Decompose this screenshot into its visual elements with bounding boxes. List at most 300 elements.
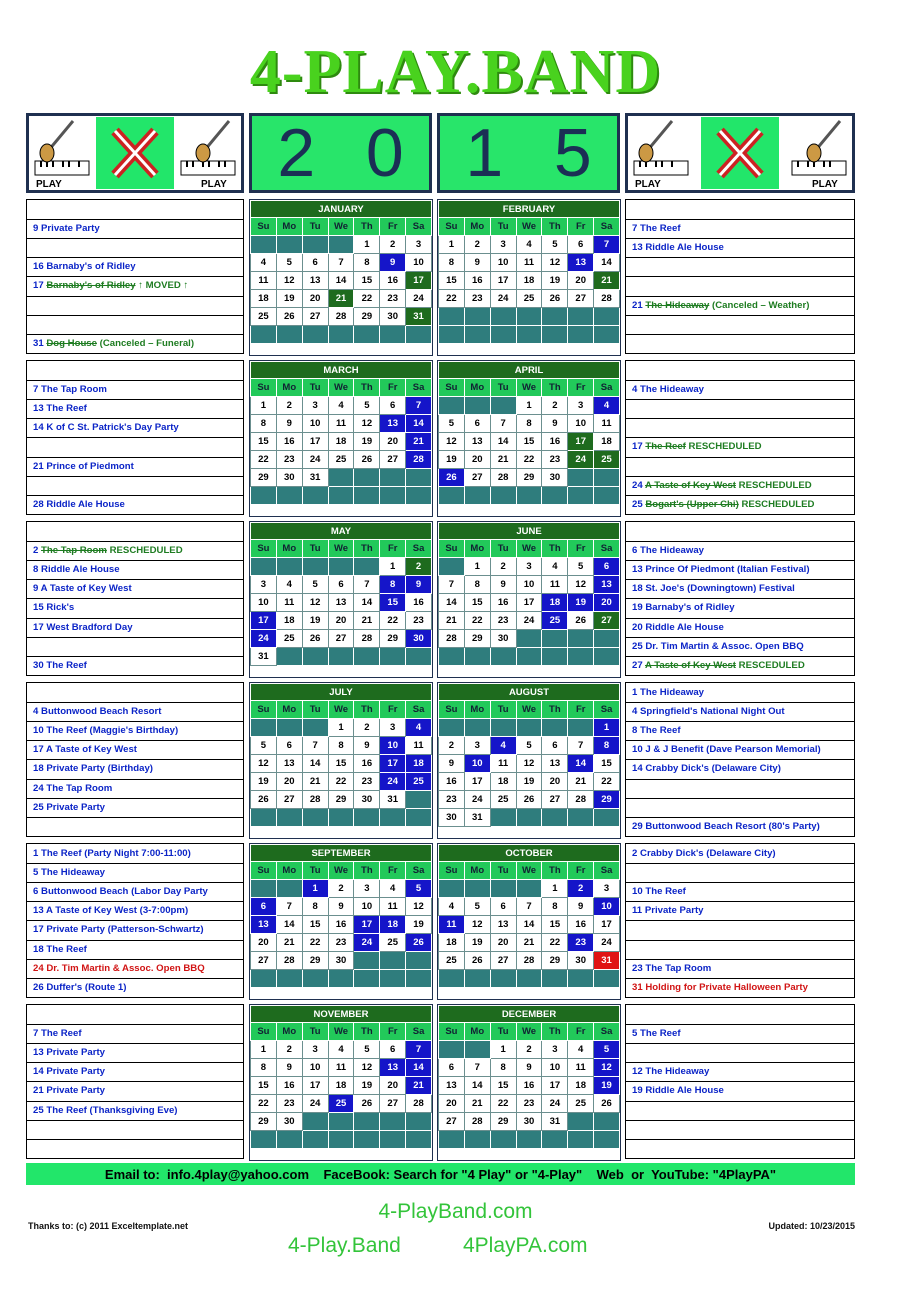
day-cell: 22 — [594, 773, 620, 791]
empty-day-cell — [328, 326, 354, 344]
gig-venue: The Reef — [46, 659, 87, 671]
day-cell: 23 — [276, 1095, 302, 1113]
empty-day-cell — [354, 809, 380, 827]
empty-day-cell — [568, 970, 594, 988]
gig-venue: A Taste of Key West — [45, 744, 137, 756]
right-gig-list — [625, 843, 855, 998]
gig-day-cell: 19 — [594, 1077, 620, 1095]
day-cell: 26 — [594, 1095, 620, 1113]
gig-day: 24 — [33, 782, 47, 794]
year-digit: 2 — [277, 115, 316, 191]
week-row — [439, 1095, 620, 1113]
gig-day: 23 — [632, 962, 646, 974]
row-divider — [27, 901, 243, 902]
empty-day-cell — [302, 719, 328, 737]
day-cell: 9 — [276, 1059, 302, 1077]
gig-venue: The Hideaway — [645, 1066, 710, 1078]
day-cell: 22 — [380, 612, 406, 630]
gig-day-cell: 17 — [380, 755, 406, 773]
gig-entry — [33, 1028, 241, 1040]
day-cell: 18 — [439, 934, 465, 952]
weekday-label: Su — [251, 862, 277, 880]
row-divider — [27, 817, 243, 818]
day-cell: 23 — [380, 290, 406, 308]
row-divider — [27, 437, 243, 438]
day-cell: 13 — [328, 594, 354, 612]
gig-venue: Riddle Ale House — [645, 1085, 724, 1097]
day-cell: 4 — [328, 1041, 354, 1059]
row-divider — [626, 495, 854, 496]
weekday-label: We — [328, 701, 354, 719]
empty-day-cell — [276, 326, 302, 344]
empty-day-cell — [568, 719, 594, 737]
gig-day-cell: 14 — [568, 755, 594, 773]
gig-day-cell: 17 — [568, 433, 594, 451]
day-cell: 13 — [542, 755, 568, 773]
day-cell: 16 — [439, 773, 465, 791]
gig-day: 12 — [632, 1066, 646, 1078]
empty-day-cell — [594, 1131, 620, 1149]
empty-day-cell — [251, 558, 277, 576]
month-table — [438, 200, 620, 344]
guitar-icon — [33, 117, 91, 189]
weekday-header-row — [439, 701, 620, 719]
gig-status-note: ↑ MOVED ↑ — [135, 280, 189, 292]
row-divider — [27, 457, 243, 458]
day-cell: 18 — [594, 433, 620, 451]
row-divider — [27, 618, 243, 619]
empty-day-cell — [406, 648, 432, 666]
week-row — [439, 397, 620, 415]
gig-entry — [33, 338, 241, 350]
row-divider — [27, 882, 243, 883]
weekday-header-row — [439, 540, 620, 558]
weekday-label: Su — [439, 701, 465, 719]
row-divider — [626, 457, 854, 458]
weekday-label: Fr — [568, 218, 594, 236]
gig-status-note: RESCHEDULED — [738, 498, 815, 510]
week-row — [251, 236, 432, 254]
row-divider — [626, 1101, 854, 1102]
month-table — [250, 844, 432, 988]
row-divider — [626, 740, 854, 741]
day-cell: 21 — [516, 934, 542, 952]
empty-day-cell — [439, 558, 465, 576]
gig-venue: Private Party — [46, 1047, 106, 1059]
empty-day-cell — [302, 809, 328, 827]
row-divider — [626, 579, 854, 580]
day-cell: 23 — [464, 290, 490, 308]
empty-day-cell — [406, 809, 432, 827]
month-table — [250, 361, 432, 505]
weekday-label: Su — [251, 1023, 277, 1041]
gig-entry — [33, 706, 241, 718]
gig-day: 27 — [632, 659, 645, 671]
month-table — [438, 361, 620, 505]
empty-day-cell — [354, 558, 380, 576]
gig-day-cell: 24 — [380, 773, 406, 791]
gig-entry — [632, 821, 852, 833]
empty-day-cell — [276, 558, 302, 576]
empty-day-cell — [302, 648, 328, 666]
weekday-label: Tu — [302, 379, 328, 397]
day-cell: 11 — [380, 898, 406, 916]
week-row — [439, 880, 620, 898]
gig-day-cell: 11 — [439, 916, 465, 934]
gig-venue: Riddle Ale House — [645, 242, 724, 254]
weekday-header-row — [251, 540, 432, 558]
gig-day-cell: 25 — [406, 773, 432, 791]
week-row — [251, 773, 432, 791]
week-row — [439, 916, 620, 934]
day-cell: 26 — [354, 451, 380, 469]
day-cell: 17 — [490, 272, 516, 290]
day-cell: 5 — [251, 737, 277, 755]
day-cell: 22 — [328, 773, 354, 791]
day-cell: 4 — [276, 576, 302, 594]
row-divider — [626, 560, 854, 561]
day-cell: 10 — [490, 254, 516, 272]
empty-day-cell — [328, 469, 354, 487]
weekday-label: Sa — [594, 540, 620, 558]
month-name: MAY — [251, 523, 432, 540]
gig-entry — [33, 1047, 241, 1059]
week-row — [251, 594, 432, 612]
day-cell: 15 — [594, 755, 620, 773]
weekday-label: Fr — [568, 701, 594, 719]
day-cell: 30 — [439, 809, 465, 827]
week-row — [251, 487, 432, 505]
gig-day: 17 — [33, 924, 47, 936]
weekday-label: Su — [439, 540, 465, 558]
gig-day-cell: 25 — [328, 1095, 354, 1113]
empty-day-cell — [251, 719, 277, 737]
gig-day: 7 — [632, 223, 641, 235]
row-divider — [27, 637, 243, 638]
day-cell: 19 — [406, 916, 432, 934]
gig-day-cell: 30 — [406, 630, 432, 648]
day-cell: 10 — [302, 1059, 328, 1077]
weekday-header-row — [251, 379, 432, 397]
day-cell: 29 — [251, 1113, 277, 1131]
day-cell: 10 — [406, 254, 432, 272]
weekday-header-row — [251, 1023, 432, 1041]
empty-day-cell — [276, 236, 302, 254]
day-cell: 3 — [302, 397, 328, 415]
day-cell: 18 — [490, 773, 516, 791]
empty-day-cell — [464, 308, 490, 326]
day-cell: 31 — [380, 791, 406, 809]
row-divider — [626, 817, 854, 818]
day-cell: 8 — [328, 737, 354, 755]
day-cell: 28 — [302, 791, 328, 809]
day-cell: 14 — [464, 1077, 490, 1095]
website-link[interactable]: 4-PlayBand.com — [378, 1200, 533, 1223]
weekday-label: We — [516, 218, 542, 236]
gig-day: 30 — [33, 659, 47, 671]
gig-day: 14 — [33, 422, 47, 434]
gig-venue: Private Party — [46, 801, 106, 813]
empty-day-cell — [464, 970, 490, 988]
row-divider — [626, 238, 854, 239]
week-row — [439, 934, 620, 952]
row-divider — [626, 219, 854, 220]
day-cell: 5 — [354, 397, 380, 415]
gig-venue-cancelled: A Taste of Key West — [644, 479, 736, 491]
row-divider — [27, 702, 243, 703]
day-cell: 3 — [302, 1041, 328, 1059]
gig-day-cell: 25 — [542, 612, 568, 630]
day-cell: 15 — [439, 272, 465, 290]
month-name: JUNE — [439, 523, 620, 540]
empty-day-cell — [439, 880, 465, 898]
empty-day-cell — [328, 236, 354, 254]
gig-venue: The Tap Room — [41, 384, 107, 396]
day-cell: 26 — [568, 612, 594, 630]
guitar-icon — [179, 117, 237, 189]
gig-day: 31 — [33, 337, 47, 349]
row-divider — [626, 863, 854, 864]
day-cell: 19 — [251, 773, 277, 791]
weekday-label: Th — [354, 1023, 380, 1041]
day-cell: 29 — [328, 791, 354, 809]
gig-day-cell: 10 — [380, 737, 406, 755]
gig-venue: The Reef — [645, 886, 686, 898]
gig-day: 19 — [632, 1085, 646, 1097]
gig-entry — [33, 763, 241, 775]
day-cell: 5 — [464, 898, 490, 916]
gig-entry — [632, 982, 852, 994]
empty-day-cell — [568, 1131, 594, 1149]
gig-entry — [632, 725, 852, 737]
website-link[interactable]: 4PlayPA.com — [463, 1234, 588, 1257]
month-header-row — [251, 1006, 432, 1023]
row-divider — [27, 296, 243, 297]
year-digit: 1 — [465, 115, 504, 191]
gig-venue: The Reef — [46, 403, 87, 415]
empty-day-cell — [490, 648, 516, 666]
weekday-header-row — [251, 862, 432, 880]
day-cell: 31 — [464, 809, 490, 827]
month-name: DECEMBER — [439, 1006, 620, 1023]
week-row — [439, 308, 620, 326]
gig-venue: Private Party — [644, 905, 704, 917]
month-name: OCTOBER — [439, 845, 620, 862]
gig-status-note: RESCHEDULED — [106, 545, 183, 557]
day-cell: 15 — [516, 433, 542, 451]
gig-day: 8 — [632, 725, 641, 737]
empty-day-cell — [516, 880, 542, 898]
day-cell: 9 — [439, 755, 465, 773]
weekday-label: Mo — [276, 862, 302, 880]
week-row — [251, 272, 432, 290]
gig-day: 10 — [33, 725, 47, 737]
gig-entry — [33, 564, 241, 576]
row-divider — [626, 418, 854, 419]
row-divider — [27, 541, 243, 542]
empty-day-cell — [276, 487, 302, 505]
day-cell: 6 — [328, 576, 354, 594]
gig-venue: Barnaby's of Ridley — [46, 261, 136, 273]
weekday-label: Su — [439, 218, 465, 236]
week-row — [439, 648, 620, 666]
gig-day: 19 — [632, 602, 646, 614]
gig-entry — [33, 622, 241, 634]
week-row — [439, 970, 620, 988]
day-cell: 2 — [380, 236, 406, 254]
gig-day: 17 — [33, 744, 46, 756]
day-cell: 28 — [490, 469, 516, 487]
gig-venue: Rick's — [46, 602, 75, 614]
weekday-label: Th — [354, 862, 380, 880]
empty-day-cell — [490, 809, 516, 827]
gig-day: 18 — [632, 583, 646, 595]
empty-day-cell — [302, 558, 328, 576]
month-name: JANUARY — [251, 201, 432, 218]
weekday-label: Mo — [464, 379, 490, 397]
week-row — [439, 290, 620, 308]
day-cell: 23 — [490, 612, 516, 630]
weekday-label: We — [516, 862, 542, 880]
day-cell: 1 — [380, 558, 406, 576]
website-link[interactable]: 4-Play.Band — [288, 1234, 401, 1257]
weekday-label: Th — [354, 379, 380, 397]
gig-day-cell: 24 — [251, 630, 277, 648]
row-divider — [626, 798, 854, 799]
day-cell: 17 — [302, 1077, 328, 1095]
gig-entry — [632, 848, 852, 860]
day-cell: 21 — [568, 773, 594, 791]
row-divider — [27, 238, 243, 239]
gig-day: 8 — [33, 564, 42, 576]
empty-day-cell — [251, 970, 277, 988]
day-cell: 16 — [568, 916, 594, 934]
left-gig-list — [26, 843, 244, 998]
row-divider — [27, 863, 243, 864]
day-cell: 16 — [380, 272, 406, 290]
gig-venue: K of C St. Patrick's Day Party — [46, 422, 179, 434]
row-divider — [626, 779, 854, 780]
empty-day-cell — [328, 487, 354, 505]
gig-day: 6 — [632, 545, 641, 557]
day-cell: 12 — [439, 433, 465, 451]
gig-day-cell: 1 — [302, 880, 328, 898]
gig-day-cell: 23 — [568, 934, 594, 952]
row-divider — [626, 1062, 854, 1063]
svg-text:PLAY: PLAY — [201, 179, 227, 189]
week-row — [251, 970, 432, 988]
day-cell: 13 — [490, 916, 516, 934]
gig-day-cell: 10 — [594, 898, 620, 916]
day-cell: 2 — [354, 719, 380, 737]
day-cell: 23 — [328, 934, 354, 952]
gig-day: 9 — [33, 583, 41, 595]
gig-entry — [632, 763, 852, 775]
empty-day-cell — [594, 630, 620, 648]
gig-day: 11 — [632, 905, 645, 917]
weekday-label: Su — [251, 701, 277, 719]
day-cell: 5 — [568, 558, 594, 576]
day-cell: 12 — [354, 415, 380, 433]
month-header-row — [251, 523, 432, 540]
weekday-label: We — [328, 379, 354, 397]
row-divider — [626, 901, 854, 902]
day-cell: 23 — [276, 451, 302, 469]
left-gig-list — [26, 199, 244, 354]
gig-venue: Riddle Ale House — [645, 621, 724, 633]
gig-entry — [632, 706, 852, 718]
day-cell: 10 — [542, 1059, 568, 1077]
weekday-label: Su — [439, 379, 465, 397]
empty-day-cell — [516, 630, 542, 648]
weekday-header-row — [251, 701, 432, 719]
day-cell: 10 — [354, 898, 380, 916]
day-cell: 11 — [328, 1059, 354, 1077]
year-digit: 0 — [365, 115, 404, 191]
gig-day-cell: 18 — [542, 594, 568, 612]
day-cell: 3 — [380, 719, 406, 737]
empty-day-cell — [594, 308, 620, 326]
week-row — [439, 415, 620, 433]
day-cell: 27 — [490, 952, 516, 970]
gig-entry — [33, 261, 241, 273]
gig-entry — [33, 223, 241, 235]
day-cell: 27 — [464, 469, 490, 487]
empty-day-cell — [568, 809, 594, 827]
day-cell: 22 — [302, 934, 328, 952]
row-divider — [27, 1043, 243, 1044]
day-cell: 30 — [380, 308, 406, 326]
day-cell: 1 — [439, 236, 465, 254]
gig-day: 10 — [632, 886, 646, 898]
gig-venue-cancelled: Dog House — [46, 337, 97, 349]
month-header-row — [439, 845, 620, 862]
empty-day-cell — [380, 970, 406, 988]
weekday-label: Su — [439, 1023, 465, 1041]
day-cell: 22 — [354, 290, 380, 308]
day-cell: 13 — [302, 272, 328, 290]
gig-day-cell: 17 — [251, 612, 277, 630]
gig-entry — [632, 744, 852, 756]
day-cell: 28 — [594, 290, 620, 308]
empty-day-cell — [594, 648, 620, 666]
left-gig-list — [26, 1004, 244, 1159]
day-cell: 2 — [464, 236, 490, 254]
day-cell: 8 — [439, 254, 465, 272]
month-header-row — [439, 362, 620, 379]
row-divider — [27, 1024, 243, 1025]
gig-entry — [632, 564, 852, 576]
weekday-label: Mo — [276, 379, 302, 397]
day-cell: 23 — [542, 451, 568, 469]
week-row — [439, 1113, 620, 1131]
empty-day-cell — [490, 308, 516, 326]
gig-day-cell: 8 — [380, 576, 406, 594]
day-cell: 12 — [568, 576, 594, 594]
row-divider — [27, 579, 243, 580]
gig-entry — [632, 1028, 852, 1040]
empty-day-cell — [490, 397, 516, 415]
weekday-header-row — [439, 218, 620, 236]
day-cell: 6 — [464, 415, 490, 433]
row-divider — [27, 779, 243, 780]
week-row — [251, 469, 432, 487]
week-row — [251, 791, 432, 809]
row-divider — [27, 560, 243, 561]
empty-day-cell — [276, 719, 302, 737]
day-cell: 16 — [328, 916, 354, 934]
day-cell: 4 — [328, 397, 354, 415]
